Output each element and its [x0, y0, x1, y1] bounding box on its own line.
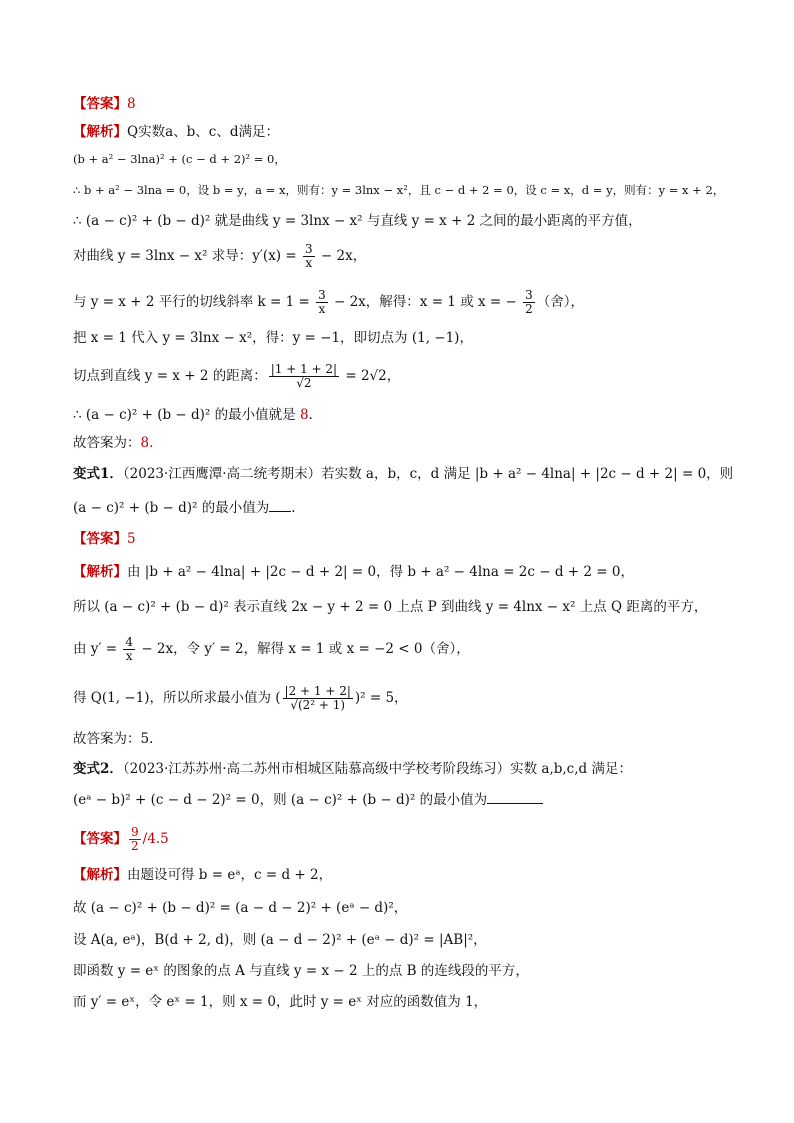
answer-label: 【答案】: [73, 96, 127, 112]
example-analysis-line-5: [73, 243, 770, 270]
example-analysis-line-3: [73, 179, 770, 201]
variant-1-analysis-line-2: [73, 596, 770, 618]
variant-2-analysis-line-1: [73, 864, 770, 886]
analysis-text: 由 |b + a² − 4lna| + |2c − d + 2| = 0，得 b + a² − 4lna = 2c − d + 2 = 0，: [127, 564, 634, 580]
analysis-text: (b + a² − 3lna)² + (c − d + 2)² = 0，: [73, 152, 286, 166]
analysis-text: （舍），: [536, 294, 584, 310]
analysis-text: ∴ (a − c)² + (b − d)² 就是曲线 y = 3lnx − x² 与直线 y = x + 2 之间的最小距离的平方值，: [73, 213, 642, 229]
analysis-text: 与 y = x + 2 平行的切线斜率 k = 1 =: [73, 294, 315, 310]
variant-1-final-answer: [73, 728, 770, 750]
analysis-label: 【解析】: [73, 124, 127, 140]
question-text: (a − c)² + (b − d)² 的最小值为: [73, 500, 270, 516]
fraction: [303, 243, 315, 270]
variant-2-analysis-line-4: [73, 960, 770, 982]
analysis-text: 而 y′ = eˣ，令 eˣ = 1，则 x = 0，此时 y = eˣ 对应的函数值为 1，: [73, 994, 488, 1010]
analysis-text: 所以 (a − c)² + (b − d)² 表示直线 2x − y + 2 = 0 上点 P 到曲线 y = 4lnx − x² 上点 Q 距离的平方，: [73, 599, 708, 615]
fraction-denominator: √(2² + 1): [290, 698, 346, 712]
analysis-text: .: [308, 407, 313, 423]
variant-2-title: 变式2．: [73, 761, 123, 777]
variant-1-analysis-line-4: [73, 685, 770, 712]
variant-1-analysis-line-1: [73, 561, 770, 583]
answer-alternative: /4.5: [142, 831, 169, 847]
example-analysis-line-4: [73, 210, 770, 232]
analysis-text: 对曲线 y = 3lnx − x² 求导：y′(x) =: [73, 248, 301, 264]
example-analysis-line-1: [73, 121, 770, 143]
fraction-denominator: x: [305, 256, 313, 270]
analysis-text: 故 (a − c)² + (b − d)² = (a − d − 2)² + (eᵃ − d)²，: [73, 900, 408, 916]
answer-blank: [269, 497, 291, 512]
question-text: 实数 a,b,c,d 满足：: [510, 761, 632, 777]
analysis-text: )² = 5，: [354, 690, 408, 706]
analysis-text: 设 A(a, eᵃ)，B(d + 2, d)，则 (a − d − 2)² + (eᵃ − d)² = |AB|²，: [73, 932, 487, 948]
fraction-denominator: 2: [525, 302, 533, 316]
analysis-text: − 2x，解得：x = 1 或 x = −: [329, 294, 522, 310]
example-analysis-line-6: [73, 289, 770, 316]
analysis-text: 由题设可得 b = eᵃ，c = d + 2，: [127, 867, 333, 883]
variant-2-question-line-1: [73, 758, 770, 780]
example-analysis-line-8: [73, 363, 770, 390]
highlighted-answer: 8: [299, 407, 309, 423]
variant-1-source: （2023·江西鹰潭·高二统考期末）: [122, 466, 322, 482]
analysis-text: 故答案为：5.: [73, 731, 154, 747]
answer-label: 【答案】: [73, 831, 127, 847]
fraction-numerator: |1 + 1 + 2|: [270, 362, 338, 376]
fraction-denominator: √2: [296, 376, 312, 390]
question-text: .: [291, 500, 296, 516]
fraction: [269, 363, 339, 390]
answer-value: 8: [127, 96, 136, 112]
analysis-text: Q实数a、b、c、d满足：: [127, 124, 279, 140]
variant-2-analysis-line-3: [73, 929, 770, 951]
variant-2-analysis-line-2: [73, 897, 770, 919]
example-analysis-line-7: [73, 327, 770, 349]
fraction-numerator: 3: [304, 242, 313, 256]
answer-fraction: [129, 826, 141, 853]
fraction-numerator: 3: [318, 288, 326, 302]
fraction: [283, 685, 353, 712]
analysis-text: 故答案为：: [73, 435, 141, 451]
analysis-text: ∴ b + a² − 3lna = 0，设 b = y，a = x，则有：y = 3lnx − x²，且 c − d + 2 = 0，设 c = x，d = y，则有：y = x + 2，: [73, 183, 725, 197]
variant-1-question-line-1: [73, 463, 770, 485]
analysis-label: 【解析】: [73, 564, 127, 580]
fraction: [123, 636, 135, 663]
fraction-denominator: 2: [131, 839, 139, 853]
fraction-numerator: 4: [125, 635, 134, 649]
variant-1-question-line-2: [73, 497, 770, 519]
highlighted-answer: 8.: [140, 435, 154, 451]
variant-2-question-line-2: [73, 789, 770, 811]
fraction-denominator: x: [318, 302, 326, 316]
variant-1-analysis-line-3: [73, 636, 770, 663]
fraction-denominator: x: [125, 649, 133, 663]
analysis-text: = 2√2，: [341, 368, 401, 384]
example-analysis-line-9: [73, 404, 770, 426]
example-answer-line: [73, 93, 770, 115]
fraction-numerator: |2 + 1 + 2|: [284, 684, 351, 698]
example-final-answer: [73, 432, 770, 454]
analysis-text: 把 x = 1 代入 y = 3lnx − x²，得：y = −1，即切点为 (1, −1)，: [73, 330, 473, 346]
variant-1-answer-line: [73, 528, 770, 550]
question-text: (eᵃ − b)² + (c − d − 2)² = 0，则 (a − c)² + (b − d)² 的最小值为: [73, 792, 488, 808]
analysis-label: 【解析】: [73, 867, 127, 883]
example-analysis-line-2: [73, 148, 770, 170]
analysis-text: − 2x，: [316, 248, 367, 264]
analysis-text: ∴ (a − c)² + (b − d)² 的最小值就是: [73, 407, 300, 423]
analysis-text: 切点到直线 y = x + 2 的距离：: [73, 368, 267, 384]
analysis-text: 即函数 y = eˣ 的图象的点 A 与直线 y = x − 2 上的点 B 的连线段的平方，: [73, 963, 529, 979]
fraction-numerator: 3: [525, 288, 533, 302]
variant-1-title: 变式1．: [73, 466, 123, 482]
fraction-numerator: 9: [131, 825, 139, 839]
analysis-text: 由 y′ =: [73, 641, 122, 657]
answer-label: 【答案】: [73, 531, 127, 547]
variant-2-answer-line: [73, 826, 770, 853]
variant-2-analysis-line-5: [73, 991, 770, 1013]
answer-value: 5: [127, 531, 136, 547]
fraction: [523, 289, 535, 316]
answer-blank: [487, 789, 543, 804]
variant-2-source: （2023·江苏苏州·高二苏州市相城区陆慕高级中学校考阶段练习）: [122, 761, 511, 777]
analysis-text: 得 Q(1, −1)，所以所求最小值为 (: [73, 690, 281, 706]
fraction: [316, 289, 328, 316]
question-text: 若实数 a，b，c，d 满足 |b + a² − 4lna| + |2c − d + 2| = 0，则: [321, 466, 734, 482]
analysis-text: − 2x，令 y′ = 2，解得 x = 1 或 x = −2 < 0（舍），: [137, 641, 470, 657]
